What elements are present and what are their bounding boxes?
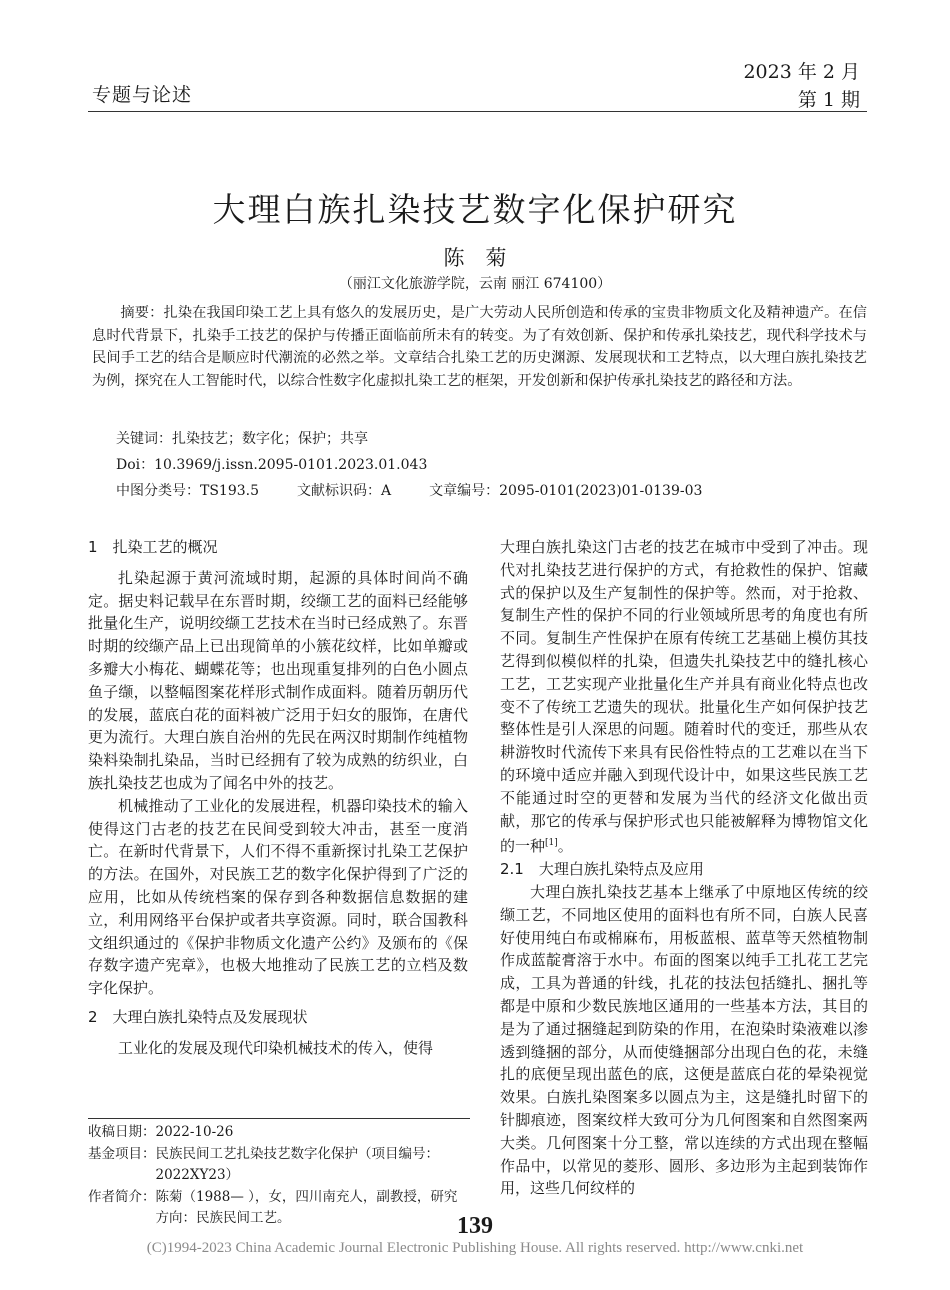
section-label: 专题与论述 xyxy=(92,84,193,106)
paragraph: 工业化的发展及现代印染机械技术的传入，使得 xyxy=(118,1038,434,1057)
paragraph xyxy=(500,536,868,858)
right-column xyxy=(500,536,868,1200)
author-affiliation: （丽江文化旅游学院，云南 丽江 674100） xyxy=(338,276,612,292)
article-number: 文章编号：2095-0101(2023)01-0139-03 xyxy=(429,483,703,499)
footnote-rule xyxy=(88,1118,470,1119)
clc-number: 中图分类号：TS193.5 xyxy=(116,483,260,499)
page-number: 139 xyxy=(457,1213,493,1239)
article-title: 大理白族扎染技艺数字化保护研究 xyxy=(212,190,738,229)
author-bio: 作者简介：陈菊（1988— ），女，四川南充人，副教授，研究方向：民族民间工艺。 xyxy=(88,1188,458,1226)
citation: [1] xyxy=(545,838,558,849)
classification-codes xyxy=(116,480,702,500)
abstract xyxy=(92,302,867,392)
fund-info: 基金项目：民族民间工艺扎染技艺数字化保护（项目编号：2022XY23） xyxy=(88,1145,439,1183)
left-column xyxy=(88,536,468,1060)
issue-info xyxy=(743,58,860,114)
paragraph-text: 大理白族扎染这门古老的技艺在城市中受到了冲击。现代对扎染技艺进行保护的方式，有抢救性的保护、馆藏式的保护以及生产复制性的保护等。然而，对于抢救、复制生产性的保护不同的行业领域所思考的角度也有所不同。复制生产性保护在原有传统工艺基础上模仿其技艺得到似模似样的扎染，但遗失扎染技艺中的缝扎核心工艺，工艺实现产业批量化生产并具有商业化特点也改变不了传统工艺遗失的现状。批量化生产如何保护技艺整体性是引人深思的问题。随着时代的变迁，那些从农耕游牧时代流传下来具有民俗性特点的工艺难以在当下的环境中适应并融入到现代设计中，如果这些民族工艺不能通过时空的更替和发展为当代的经济文化做出贡献，那它的传承与保护形式也只能被解释为博物馆文化的一种 xyxy=(500,538,868,856)
paragraph-end: 。 xyxy=(557,837,573,856)
issue-date: 2023 年 2 月 xyxy=(743,61,860,83)
document-code: 文献标识码：A xyxy=(297,483,392,499)
copyright-notice: (C)1994-2023 China Academic Journal Electronic Publishing House. All rights reserved. http://www.cnki.net xyxy=(146,1240,804,1256)
article-author: 陈 菊 xyxy=(443,246,507,270)
issue-number: 第 1 期 xyxy=(797,89,860,111)
keywords: 关键词：扎染技艺；数字化；保护；共享 xyxy=(116,431,368,447)
received-date: 收稿日期：2022-10-26 xyxy=(88,1124,234,1140)
paragraph: 大理白族扎染技艺基本上继承了中原地区传统的绞缬工艺，不同地区使用的面料也有所不同，白族人民喜好使用纯白布或棉麻布，用板蓝根、蓝草等天然植物制作成蓝靛膏溶于水中。布面的图案以纯手工扎花工艺完成，工具为普通的针线，扎花的技法包括缝扎、捆扎等都是中原和少数民族地区通用的一些基本方法，其目的是为了通过捆缝起到防染的作用，在泡染时染液难以渗透到缝捆的部分，从而使缝捆部分出现白色的花，未缝扎的底便呈现出蓝色的底，这便是蓝底白花的晕染视觉效果。白族扎染图案多以圆点为主，这是缝扎时留下的针脚痕迹，图案纹样大致可分为几何图案和自然图案两大类。几何图案十分工整，常以连续的方式出现在整幅作品中，以常见的菱形、圆形、多边形为主起到装饰作用，这些几何纹样的 xyxy=(500,882,868,1198)
paragraph: 机械推动了工业化的发展进程，机器印染技术的输入使得这门古老的技艺在民间受到较大冲击，甚至一度消亡。在新时代背景下，人们不得不重新探讨扎染工艺保护的方法。在国外，对民族工艺的数字化保护得到了广泛的应用，比如从传统档案的保存到各种数据信息数据的建立，利用网络平台保护或者共享资源。同时，联合国教科文组织通过的《保护非物质文化遗产公约》及颁布的《保存数字遗产宪章》，也极大地推动了民族工艺的立档及数字化保护。 xyxy=(88,796,468,998)
subsection-heading-2-1: 2.1 大理白族扎染特点及应用 xyxy=(500,860,704,879)
doi: Doi：10.3969/j.issn.2095-0101.2023.01.043 xyxy=(116,457,428,473)
section-heading-1: 1 扎染工艺的概况 xyxy=(88,538,218,556)
header-rule xyxy=(88,111,867,112)
section-heading-2: 2 大理白族扎染特点及发展现状 xyxy=(88,1007,308,1026)
abstract-text: 摘要：扎染在我国印染工艺上具有悠久的发展历史，是广大劳动人民所创造和传承的宝贵非物质文化及精神遗产。在信息时代背景下，扎染手工技艺的保护与传播正面临前所未有的转变。为了有效创新、保护和传承扎染技艺，现代科学技术与民间手工艺的结合是顺应时代潮流的必然之举。文章结合扎染工艺的历史渊源、发展现状和工艺特点，以大理白族扎染技艺为例，探究在人工智能时代，以综合性数字化虚拟扎染工艺的框架，开发创新和保护传承扎染技艺的路径和方法。 xyxy=(92,305,867,389)
paragraph: 扎染起源于黄河流域时期，起源的具体时间尚不确定。据史料记载早在东晋时期，绞缬工艺的面料已经能够批量化生产，说明绞缬工艺技术在当时已经成熟了。东晋时期的绞缬产品上已出现简单的小簇花纹样，比如单瓣或多瓣大小梅花、蝴蝶花等；也出现重复排列的白色小圆点鱼子缬，以整幅图案花样形式制作成面料。随着历朝历代的发展，蓝底白花的面料被广泛用于妇女的服饰，在唐代更为流行。大理白族自治州的先民在两汉时期制作纯植物染料染制扎染品，当时已经拥有了较为成熟的纺织业，白族扎染技艺也成为了闻名中外的技艺。 xyxy=(88,568,468,792)
